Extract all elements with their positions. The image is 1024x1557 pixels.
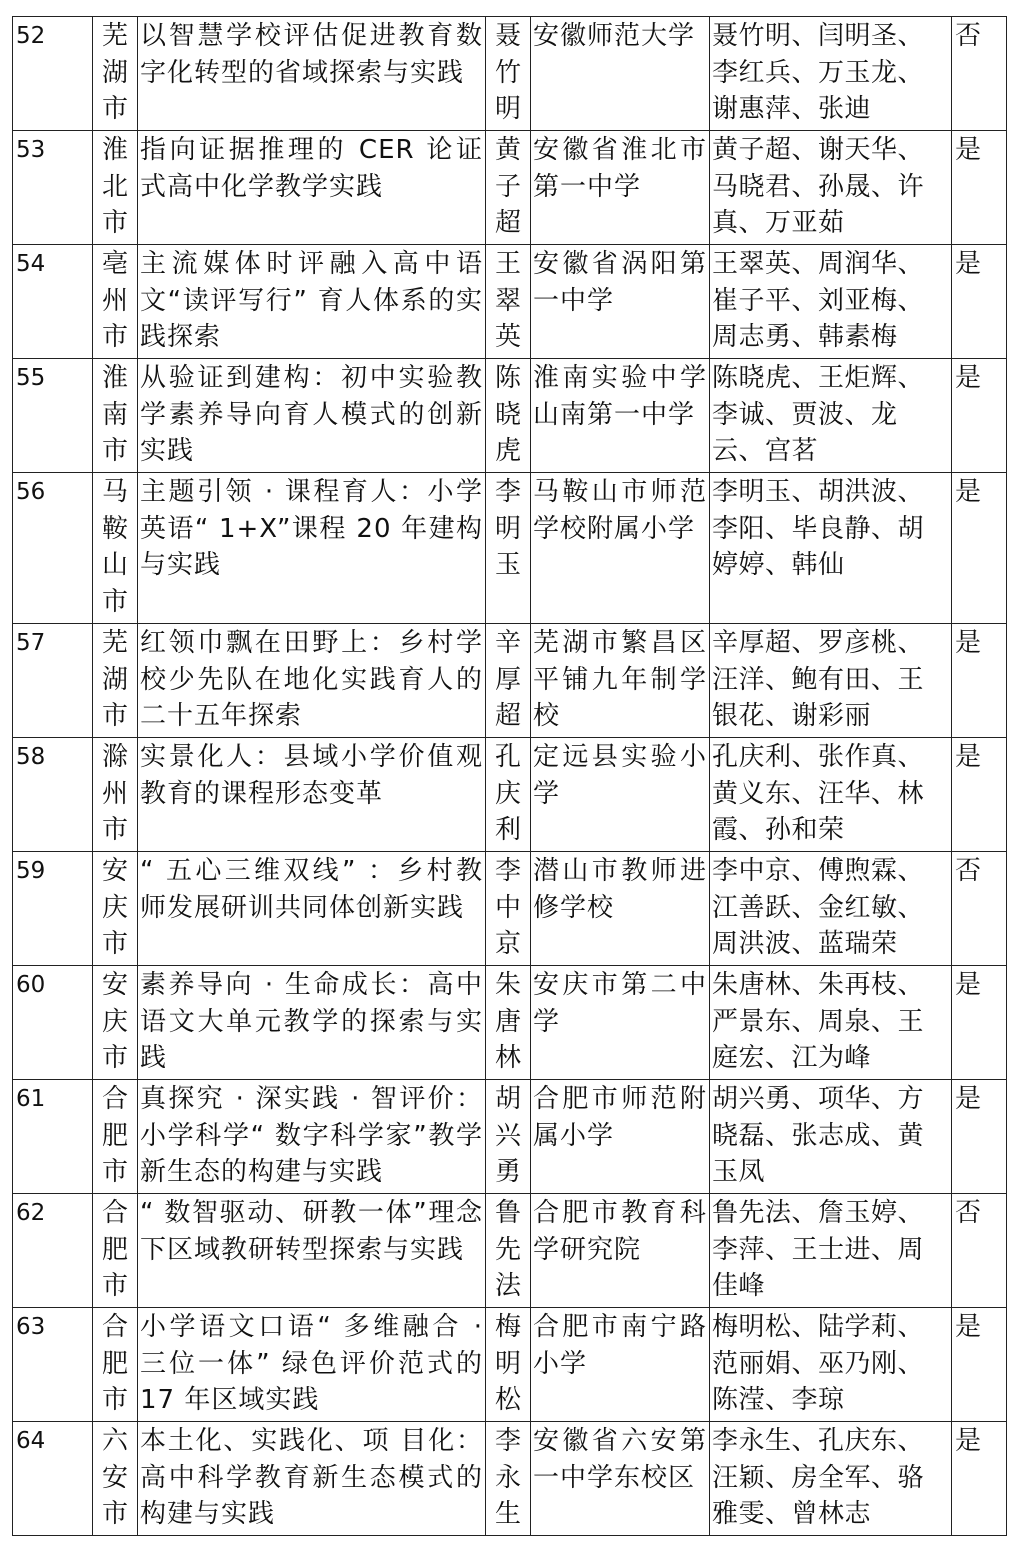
unit-cell: 芜湖市繁昌区平铺九年制学校 bbox=[531, 624, 710, 738]
leader-cell: 聂竹明 bbox=[486, 17, 531, 131]
row-number-cell: 64 bbox=[13, 1422, 93, 1536]
row-number-cell: 57 bbox=[13, 624, 93, 738]
flag-cell: 是 bbox=[952, 1422, 1007, 1536]
row-number-cell: 61 bbox=[13, 1080, 93, 1194]
members-cell: 李中京、傅煦霖、江善跃、金红敏、周洪波、蓝瑞荣 bbox=[710, 852, 952, 966]
row-number-cell: 55 bbox=[13, 359, 93, 473]
city-cell: 亳州市 bbox=[93, 245, 138, 359]
table-row bbox=[13, 1080, 1007, 1194]
leader-cell: 李中京 bbox=[486, 852, 531, 966]
leader-cell: 李永生 bbox=[486, 1422, 531, 1536]
table-row bbox=[13, 245, 1007, 359]
project-title-cell: 真探究 · 深实践 · 智评价：小学科学“ 数字科学家”教学新生态的构建与实践 bbox=[138, 1080, 486, 1194]
project-title-cell: 从验证到建构：初中实验教学素养导向育人模式的创新实践 bbox=[138, 359, 486, 473]
table-row bbox=[13, 1308, 1007, 1422]
members-cell: 李永生、孔庆东、汪颖、房全军、骆雅雯、曾林志 bbox=[710, 1422, 952, 1536]
table-row bbox=[13, 473, 1007, 624]
members-cell: 王翠英、周润华、崔子平、刘亚梅、周志勇、韩素梅 bbox=[710, 245, 952, 359]
city-cell: 合肥市 bbox=[93, 1194, 138, 1308]
members-cell: 聂竹明、闫明圣、李红兵、万玉龙、谢惠萍、张迪 bbox=[710, 17, 952, 131]
leader-cell: 胡兴勇 bbox=[486, 1080, 531, 1194]
table-row bbox=[13, 359, 1007, 473]
leader-cell: 朱唐林 bbox=[486, 966, 531, 1080]
flag-cell: 是 bbox=[952, 473, 1007, 624]
city-cell: 滁州市 bbox=[93, 738, 138, 852]
project-title-cell: 主题引领 · 课程育人：小学英语“ 1+X”课程 20 年建构与实践 bbox=[138, 473, 486, 624]
city-cell: 马鞍山市 bbox=[93, 473, 138, 624]
members-cell: 黄子超、谢天华、马晓君、孙晟、许真、万亚茹 bbox=[710, 131, 952, 245]
unit-cell: 安徽省淮北市第一中学 bbox=[531, 131, 710, 245]
leader-cell: 李明玉 bbox=[486, 473, 531, 624]
table-row bbox=[13, 966, 1007, 1080]
project-title-cell: 素养导向 · 生命成长：高中语文大单元教学的探索与实践 bbox=[138, 966, 486, 1080]
project-title-cell: 红领巾飘在田野上：乡村学校少先队在地化实践育人的二十五年探索 bbox=[138, 624, 486, 738]
city-cell: 芜湖市 bbox=[93, 17, 138, 131]
project-title-cell: 主流媒体时评融入高中语文“读评写行” 育人体系的实践探索 bbox=[138, 245, 486, 359]
leader-cell: 王翠英 bbox=[486, 245, 531, 359]
row-number-cell: 62 bbox=[13, 1194, 93, 1308]
unit-cell: 淮南实验中学山南第一中学 bbox=[531, 359, 710, 473]
flag-cell: 是 bbox=[952, 359, 1007, 473]
members-cell: 梅明松、陆学莉、范丽娟、巫乃刚、陈滢、李琼 bbox=[710, 1308, 952, 1422]
row-number-cell: 56 bbox=[13, 473, 93, 624]
city-cell: 六安市 bbox=[93, 1422, 138, 1536]
row-number-cell: 58 bbox=[13, 738, 93, 852]
flag-cell: 是 bbox=[952, 131, 1007, 245]
flag-cell: 是 bbox=[952, 738, 1007, 852]
city-cell: 合肥市 bbox=[93, 1308, 138, 1422]
leader-cell: 辛厚超 bbox=[486, 624, 531, 738]
leader-cell: 黄子超 bbox=[486, 131, 531, 245]
table-row bbox=[13, 1194, 1007, 1308]
table-body bbox=[13, 17, 1007, 1536]
project-title-cell: 以智慧学校评估促进教育数字化转型的省域探索与实践 bbox=[138, 17, 486, 131]
unit-cell: 合肥市南宁路小学 bbox=[531, 1308, 710, 1422]
row-number-cell: 63 bbox=[13, 1308, 93, 1422]
flag-cell: 否 bbox=[952, 1194, 1007, 1308]
members-cell: 朱唐林、朱再枝、严景东、周泉、王庭宏、江为峰 bbox=[710, 966, 952, 1080]
members-cell: 胡兴勇、项华、方晓磊、张志成、黄玉凤 bbox=[710, 1080, 952, 1194]
table-row bbox=[13, 624, 1007, 738]
leader-cell: 鲁先法 bbox=[486, 1194, 531, 1308]
unit-cell: 安徽省涡阳第一中学 bbox=[531, 245, 710, 359]
unit-cell: 安庆市第二中学 bbox=[531, 966, 710, 1080]
city-cell: 安庆市 bbox=[93, 966, 138, 1080]
city-cell: 合肥市 bbox=[93, 1080, 138, 1194]
table-row bbox=[13, 17, 1007, 131]
members-cell: 孔庆利、张作真、黄义东、汪华、林霞、孙和荣 bbox=[710, 738, 952, 852]
project-title-cell: 指向证据推理的 CER 论证式高中化学教学实践 bbox=[138, 131, 486, 245]
document-table bbox=[12, 16, 1007, 1536]
table-row bbox=[13, 738, 1007, 852]
flag-cell: 是 bbox=[952, 966, 1007, 1080]
city-cell: 淮北市 bbox=[93, 131, 138, 245]
members-cell: 李明玉、胡洪波、李阳、毕良静、胡婷婷、韩仙 bbox=[710, 473, 952, 624]
unit-cell: 安徽省六安第一中学东校区 bbox=[531, 1422, 710, 1536]
row-number-cell: 60 bbox=[13, 966, 93, 1080]
flag-cell: 是 bbox=[952, 245, 1007, 359]
flag-cell: 是 bbox=[952, 1308, 1007, 1422]
flag-cell: 否 bbox=[952, 852, 1007, 966]
table-row bbox=[13, 1422, 1007, 1536]
project-title-cell: 实景化人：县域小学价值观教育的课程形态变革 bbox=[138, 738, 486, 852]
table-row bbox=[13, 131, 1007, 245]
unit-cell: 安徽师范大学 bbox=[531, 17, 710, 131]
unit-cell: 合肥市教育科学研究院 bbox=[531, 1194, 710, 1308]
members-cell: 鲁先法、詹玉婷、李萍、王士进、周佳峰 bbox=[710, 1194, 952, 1308]
city-cell: 淮南市 bbox=[93, 359, 138, 473]
leader-cell: 陈晓虎 bbox=[486, 359, 531, 473]
city-cell: 安庆市 bbox=[93, 852, 138, 966]
project-title-cell: 小学语文口语“ 多维融合 · 三位一体” 绿色评价范式的 17 年区域实践 bbox=[138, 1308, 486, 1422]
project-title-cell: 本土化、实践化、项 目化：高中科学教育新生态模式的构建与实践 bbox=[138, 1422, 486, 1536]
project-title-cell: “ 五心三维双线” ：乡村教师发展研训共同体创新实践 bbox=[138, 852, 486, 966]
city-cell: 芜湖市 bbox=[93, 624, 138, 738]
row-number-cell: 52 bbox=[13, 17, 93, 131]
flag-cell: 否 bbox=[952, 17, 1007, 131]
members-cell: 陈晓虎、王炬辉、李诚、贾波、龙云、宫茗 bbox=[710, 359, 952, 473]
row-number-cell: 59 bbox=[13, 852, 93, 966]
unit-cell: 合肥市师范附属小学 bbox=[531, 1080, 710, 1194]
flag-cell: 是 bbox=[952, 1080, 1007, 1194]
table-row bbox=[13, 852, 1007, 966]
project-title-cell: “ 数智驱动、研教一体”理念下区域教研转型探索与实践 bbox=[138, 1194, 486, 1308]
flag-cell: 是 bbox=[952, 624, 1007, 738]
unit-cell: 潜山市教师进修学校 bbox=[531, 852, 710, 966]
row-number-cell: 53 bbox=[13, 131, 93, 245]
row-number-cell: 54 bbox=[13, 245, 93, 359]
leader-cell: 孔庆利 bbox=[486, 738, 531, 852]
unit-cell: 定远县实验小学 bbox=[531, 738, 710, 852]
leader-cell: 梅明松 bbox=[486, 1308, 531, 1422]
unit-cell: 马鞍山市师范学校附属小学 bbox=[531, 473, 710, 624]
members-cell: 辛厚超、罗彦桃、汪洋、鲍有田、王银花、谢彩丽 bbox=[710, 624, 952, 738]
